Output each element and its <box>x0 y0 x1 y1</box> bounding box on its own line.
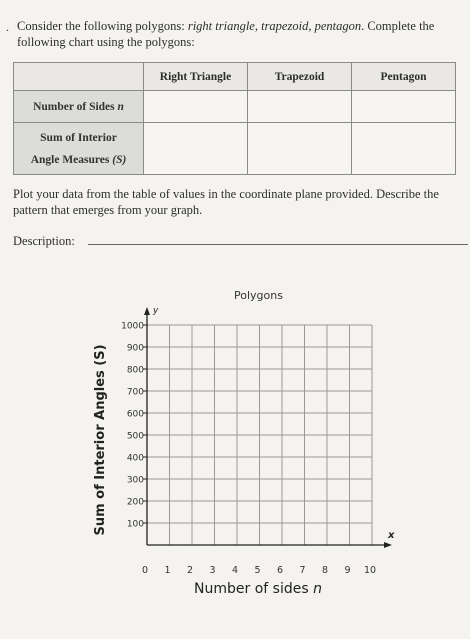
intro-polygons: right triangle, trapezoid, pentagon <box>187 19 362 33</box>
description-label: Description: <box>13 234 75 248</box>
y-axis-label: Sum of Interior Angles (S) <box>93 344 108 536</box>
row-label-line1: Sum of Interior <box>40 131 117 144</box>
column-header-right-triangle: Right Triangle <box>144 63 248 91</box>
y-tick-labels <box>121 322 147 530</box>
row-variable: (S) <box>112 153 127 166</box>
y-tick-label: 1000 <box>121 321 144 332</box>
graph-title: Polygons <box>234 289 283 302</box>
y-tick-label: 900 <box>126 343 144 354</box>
x-tick-label: 8 <box>321 565 329 576</box>
plot-instructions: Plot your data from the table of values in the coordinate plane provided. Describe the pattern that emerges from your graph. <box>13 187 439 217</box>
x-axis-label: Number of sides n <box>194 581 322 597</box>
y-tick-label: 400 <box>126 453 144 464</box>
x-variable-label: x <box>388 530 395 541</box>
y-tick-label: 500 <box>126 431 144 442</box>
intro-text-pre: Consider the following polygons: <box>17 19 188 33</box>
y-axis-arrow-icon <box>144 307 150 315</box>
x-tick-label: 4 <box>231 565 239 576</box>
x-tick-label: 0 <box>141 565 149 576</box>
x-tick-label: 1 <box>164 565 171 576</box>
y-tick-label: 300 <box>126 475 144 486</box>
x-tick-label: 6 <box>276 565 284 576</box>
x-tick-labels <box>142 565 376 576</box>
question-bullet: . <box>6 20 9 34</box>
y-tick-label: 100 <box>126 519 144 530</box>
y-tick-label: 600 <box>126 409 144 420</box>
column-header-trapezoid: Trapezoid <box>248 63 352 91</box>
x-tick-label: 3 <box>209 565 216 576</box>
row-variable: n <box>117 100 124 113</box>
x-tick-label: 5 <box>254 565 261 576</box>
intro-text-post: . Complete the following chart using the polygons: <box>17 19 435 49</box>
column-header-pentagon: Pentagon <box>352 63 456 91</box>
x-tick-label: 2 <box>186 565 194 576</box>
row-label: Number of Sides <box>33 100 118 113</box>
axes <box>144 307 392 548</box>
grid-lines <box>147 325 372 545</box>
x-tick-label: 10 <box>363 565 377 576</box>
row-label-line2: Angle Measures <box>30 153 113 166</box>
y-variable-label: y <box>153 306 159 316</box>
x-axis-arrow-icon <box>384 542 392 548</box>
y-tick-label: 700 <box>126 387 144 398</box>
x-tick-label: 9 <box>344 565 351 576</box>
y-tick-label: 200 <box>126 497 144 508</box>
y-tick-label: 800 <box>126 365 144 376</box>
x-tick-label: 7 <box>299 565 306 576</box>
